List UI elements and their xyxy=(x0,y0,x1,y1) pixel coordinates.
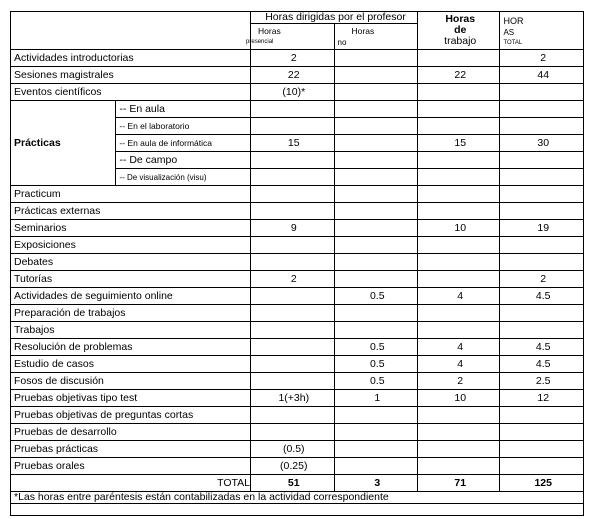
table-row xyxy=(11,50,584,67)
table-row xyxy=(11,237,584,254)
cell-trabajo xyxy=(418,84,500,101)
cell-total xyxy=(500,254,584,271)
blank-cell xyxy=(11,504,584,516)
table-row xyxy=(11,373,584,390)
row-label: Pruebas orales xyxy=(11,458,251,475)
total-presencial: 51 xyxy=(251,475,334,492)
cell-no-presencial xyxy=(334,237,417,254)
cell-no-presencial: 0.5 xyxy=(334,288,417,305)
header-total-hours xyxy=(500,12,584,50)
cell-trabajo: 22 xyxy=(418,67,500,84)
table-row xyxy=(11,186,584,203)
cell-presencial: 9 xyxy=(251,220,334,237)
cell-trabajo xyxy=(418,101,500,118)
cell-presencial xyxy=(251,237,334,254)
cell-total: 4.5 xyxy=(500,339,584,356)
cell-presencial xyxy=(251,254,334,271)
cell-no-presencial xyxy=(334,50,417,67)
cell-no-presencial xyxy=(334,152,417,169)
row-label: Pruebas prácticas xyxy=(11,441,251,458)
table-row xyxy=(11,356,584,373)
cell-no-presencial xyxy=(334,169,417,186)
table-row xyxy=(11,288,584,305)
cell-trabajo xyxy=(418,237,500,254)
cell-presencial xyxy=(251,169,334,186)
cell-no-presencial xyxy=(334,458,417,475)
footnote: *Las horas entre paréntesis están contabilizadas en la actividad correspondiente xyxy=(11,492,584,504)
row-label: Debates xyxy=(11,254,251,271)
table-row xyxy=(11,407,584,424)
header-row-top xyxy=(11,12,584,24)
cell-trabajo xyxy=(418,322,500,339)
cell-total xyxy=(500,169,584,186)
total-trabajo: 71 xyxy=(418,475,500,492)
cell-presencial xyxy=(251,203,334,220)
cell-no-presencial xyxy=(334,67,417,84)
cell-trabajo xyxy=(418,254,500,271)
cell-total: 2.5 xyxy=(500,373,584,390)
row-label: Pruebas objetivas tipo test xyxy=(11,390,251,407)
cell-total xyxy=(500,237,584,254)
practicas-sub-label: -- En el laboratorio xyxy=(116,118,251,135)
cell-presencial xyxy=(251,424,334,441)
cell-presencial: 1(+3h) xyxy=(251,390,334,407)
total-row xyxy=(11,475,584,492)
cell-no-presencial xyxy=(334,254,417,271)
cell-trabajo: 10 xyxy=(418,390,500,407)
header-no-presencial-line1: Horas xyxy=(351,25,375,36)
cell-total xyxy=(500,203,584,220)
cell-no-presencial xyxy=(334,271,417,288)
row-label: Pruebas objetivas de preguntas cortas xyxy=(11,407,251,424)
cell-no-presencial xyxy=(334,407,417,424)
cell-presencial: (0.25) xyxy=(251,458,334,475)
cell-total xyxy=(500,84,584,101)
cell-presencial xyxy=(251,288,334,305)
header-work-line2: de xyxy=(454,24,467,36)
header-total-line2: AS xyxy=(503,28,515,37)
cell-presencial: 15 xyxy=(251,135,334,152)
table-row xyxy=(11,220,584,237)
practicas-sub-label: -- En aula de informática xyxy=(116,135,251,152)
cell-total: 4.5 xyxy=(500,356,584,373)
cell-total xyxy=(500,152,584,169)
cell-no-presencial: 0.5 xyxy=(334,339,417,356)
row-label: Preparación de trabajos xyxy=(11,305,251,322)
cell-trabajo xyxy=(418,169,500,186)
header-work-hours xyxy=(418,12,500,50)
table-row xyxy=(11,305,584,322)
hours-table xyxy=(10,11,584,516)
header-total-line3: TOTAL xyxy=(503,40,523,46)
row-label: Tutorías xyxy=(11,271,251,288)
header-total-line1: HOR xyxy=(503,16,524,26)
cell-no-presencial xyxy=(334,101,417,118)
row-label: Practicum xyxy=(11,186,251,203)
cell-trabajo: 4 xyxy=(418,339,500,356)
cell-presencial xyxy=(251,101,334,118)
table-row xyxy=(11,84,584,101)
cell-presencial: (10)* xyxy=(251,84,334,101)
cell-presencial xyxy=(251,356,334,373)
cell-presencial xyxy=(251,322,334,339)
cell-trabajo xyxy=(418,424,500,441)
cell-trabajo: 15 xyxy=(418,135,500,152)
header-directed-hours: Horas dirigidas por el profesor xyxy=(251,12,418,24)
header-presencial-line1: Horas xyxy=(258,25,281,36)
cell-total: 19 xyxy=(500,220,584,237)
table-row xyxy=(11,458,584,475)
cell-total: 2 xyxy=(500,271,584,288)
cell-trabajo: 10 xyxy=(418,220,500,237)
activity-rows xyxy=(11,186,584,475)
blank-row xyxy=(11,504,584,516)
cell-total: 30 xyxy=(500,135,584,152)
cell-presencial xyxy=(251,186,334,203)
cell-trabajo: 4 xyxy=(418,356,500,373)
cell-presencial xyxy=(251,407,334,424)
cell-total xyxy=(500,322,584,339)
cell-presencial xyxy=(251,339,334,356)
row-label: Estudio de casos xyxy=(11,356,251,373)
row-label: Seminarios xyxy=(11,220,251,237)
cell-presencial xyxy=(251,118,334,135)
cell-total xyxy=(500,118,584,135)
practicas-sub-label: -- De campo xyxy=(116,152,251,169)
cell-total: 2 xyxy=(500,50,584,67)
cell-no-presencial xyxy=(334,118,417,135)
cell-presencial: (0.5) xyxy=(251,441,334,458)
cell-no-presencial xyxy=(334,186,417,203)
cell-presencial xyxy=(251,152,334,169)
practicas-sub-label: -- De visualización (visu) xyxy=(116,169,251,186)
header-presencial xyxy=(246,24,334,50)
cell-trabajo xyxy=(418,203,500,220)
cell-total xyxy=(500,424,584,441)
cell-no-presencial xyxy=(334,441,417,458)
row-label: Resolución de problemas xyxy=(11,339,251,356)
cell-total: 44 xyxy=(500,67,584,84)
row-label: Pruebas de desarrollo xyxy=(11,424,251,441)
row-label: Eventos científicos xyxy=(11,84,251,101)
row-label: Fosos de discusión xyxy=(11,373,251,390)
cell-total xyxy=(500,305,584,322)
row-label: Exposiciones xyxy=(11,237,251,254)
cell-trabajo: 4 xyxy=(418,288,500,305)
cell-no-presencial: 0.5 xyxy=(334,356,417,373)
footnote-row xyxy=(11,492,584,504)
cell-presencial xyxy=(251,373,334,390)
total-label: TOTAL xyxy=(11,475,251,492)
header-empty-cell xyxy=(11,12,251,50)
cell-total xyxy=(500,101,584,118)
cell-trabajo xyxy=(418,186,500,203)
cell-total xyxy=(500,407,584,424)
table-row xyxy=(11,390,584,407)
table-row xyxy=(11,339,584,356)
header-no-presencial-line2: no xyxy=(337,37,347,47)
cell-trabajo xyxy=(418,50,500,67)
table-row xyxy=(11,254,584,271)
header-work-line1: Horas xyxy=(445,13,476,25)
cell-trabajo: 2 xyxy=(418,373,500,390)
cell-trabajo xyxy=(418,458,500,475)
cell-trabajo xyxy=(418,152,500,169)
cell-no-presencial xyxy=(334,84,417,101)
header-work-line3: trabajo xyxy=(444,35,477,47)
cell-total: 12 xyxy=(500,390,584,407)
cell-no-presencial xyxy=(334,322,417,339)
practicas-row xyxy=(11,101,584,118)
table-row xyxy=(11,271,584,288)
row-label: Actividades de seguimiento online xyxy=(11,288,251,305)
table-row xyxy=(11,67,584,84)
cell-no-presencial xyxy=(334,424,417,441)
cell-no-presencial xyxy=(334,305,417,322)
header-presencial-line2: presencial xyxy=(246,38,274,45)
cell-presencial: 22 xyxy=(251,67,334,84)
cell-total xyxy=(500,186,584,203)
table-row xyxy=(11,322,584,339)
cell-trabajo xyxy=(418,118,500,135)
cell-no-presencial: 0.5 xyxy=(334,373,417,390)
cell-presencial xyxy=(251,305,334,322)
practicas-label: Prácticas xyxy=(11,101,116,186)
total-no-presencial: 3 xyxy=(334,475,417,492)
cell-trabajo xyxy=(418,271,500,288)
cell-no-presencial xyxy=(334,135,417,152)
cell-presencial: 2 xyxy=(251,50,334,67)
cell-no-presencial: 1 xyxy=(334,390,417,407)
cell-total: 4.5 xyxy=(500,288,584,305)
row-label: Trabajos xyxy=(11,322,251,339)
table-row xyxy=(11,424,584,441)
header-no-presencial xyxy=(334,24,417,50)
cell-no-presencial xyxy=(334,203,417,220)
cell-trabajo xyxy=(418,305,500,322)
practicas-sub-label: -- En aula xyxy=(116,101,251,118)
cell-total xyxy=(500,458,584,475)
cell-total xyxy=(500,441,584,458)
cell-presencial: 2 xyxy=(251,271,334,288)
row-label: Prácticas externas xyxy=(11,203,251,220)
table-row xyxy=(11,441,584,458)
row-label: Sesiones magistrales xyxy=(11,67,251,84)
cell-trabajo xyxy=(418,441,500,458)
cell-trabajo xyxy=(418,407,500,424)
row-label: Actividades introductorias xyxy=(11,50,251,67)
table-row xyxy=(11,203,584,220)
cell-no-presencial xyxy=(334,220,417,237)
total-total: 125 xyxy=(500,475,584,492)
